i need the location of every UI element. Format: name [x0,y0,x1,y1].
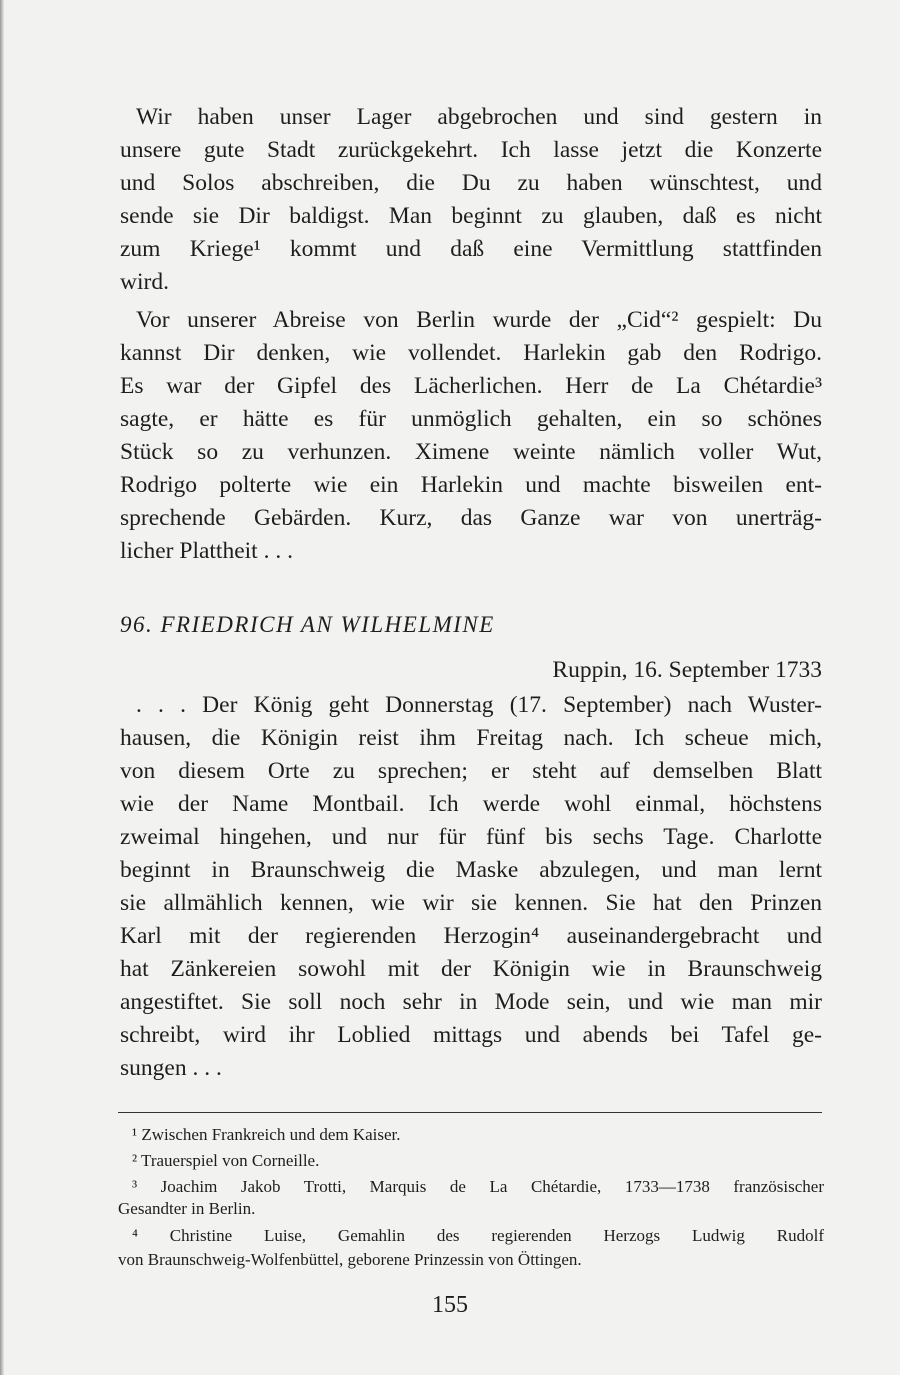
text-line: zum Kriege¹ kommt und daß eine Vermittlung stattfinden [120,236,822,262]
footnote-divider [118,1112,822,1113]
footnote: Gesandter in Berlin. [118,1199,256,1218]
text-line: beginnt in Braunschweig die Maske abzulegen, und man lernt [120,857,822,883]
page-number: 155 [432,1292,468,1318]
text-line: hausen, die Königin reist ihm Freitag nach. Ich scheue mich, [120,725,822,751]
text-line: und Solos abschreiben, die Du zu haben wünschtest, und [120,170,822,196]
footnote: ² Trauerspiel von Corneille. [132,1151,320,1170]
text-line: wird. [120,269,169,295]
text-line: Wir haben unser Lager abgebrochen und sind gestern in [136,104,822,130]
text-line: sende sie Dir baldigst. Man beginnt zu glauben, daß es nicht [120,203,822,229]
footnote: von Braunschweig-Wolfenbüttel, geborene Prinzessin von Öttingen. [118,1250,582,1269]
text-line: Es war der Gipfel des Lächerlichen. Herr de La Chétardie³ [120,373,822,399]
text-line: . . . Der König geht Donnerstag (17. September) nach Wuster- [136,692,822,718]
text-line: hat Zänkereien sowohl mit der Königin wie in Braunschweig [120,956,822,982]
text-line: kannst Dir denken, wie vollendet. Harlekin gab den Rodrigo. [120,340,822,366]
text-line: schreibt, wird ihr Loblied mittags und abends bei Tafel ge- [120,1022,822,1048]
text-line: zweimal hingehen, und nur für fünf bis sechs Tage. Charlotte [120,824,822,850]
text-line: licher Plattheit . . . [120,538,293,564]
footnote: ¹ Zwischen Frankreich und dem Kaiser. [132,1125,401,1144]
text-line: sprechende Gebärden. Kurz, das Ganze war von unerträg- [120,505,822,531]
text-line: unsere gute Stadt zurückgekehrt. Ich lasse jetzt die Konzerte [120,137,822,163]
footnote: ⁴ Christine Luise, Gemahlin des regierenden Herzogs Ludwig Rudolf [132,1226,824,1245]
footnote: ³ Joachim Jakob Trotti, Marquis de La Chétardie, 1733—1738 französischer [132,1177,824,1196]
text-line: Vor unserer Abreise von Berlin wurde der „Cid“² gespielt: Du [136,307,822,333]
text-line: sagte, er hätte es für unmöglich gehalten, ein so schönes [120,406,822,432]
text-line: wie der Name Montbail. Ich werde wohl einmal, höchstens [120,791,822,817]
page-edge-shadow [0,0,4,1375]
place-date: Ruppin, 16. September 1733 [552,657,822,683]
text-line: Karl mit der regierenden Herzogin⁴ auseinandergebracht und [120,923,822,949]
letter-heading: 96. FRIEDRICH AN WILHELMINE [120,612,495,637]
text-line: von diesem Orte zu sprechen; er steht auf demselben Blatt [120,758,822,784]
text-line: sie allmählich kennen, wie wir sie kennen. Sie hat den Prinzen [120,890,822,916]
text-line: Rodrigo polterte wie ein Harlekin und machte bisweilen ent- [120,472,822,498]
text-line: angestiftet. Sie soll noch sehr in Mode sein, und wie man mir [120,989,822,1015]
text-line: sungen . . . [120,1055,222,1081]
text-line: Stück so zu verhunzen. Ximene weinte nämlich voller Wut, [120,439,822,465]
